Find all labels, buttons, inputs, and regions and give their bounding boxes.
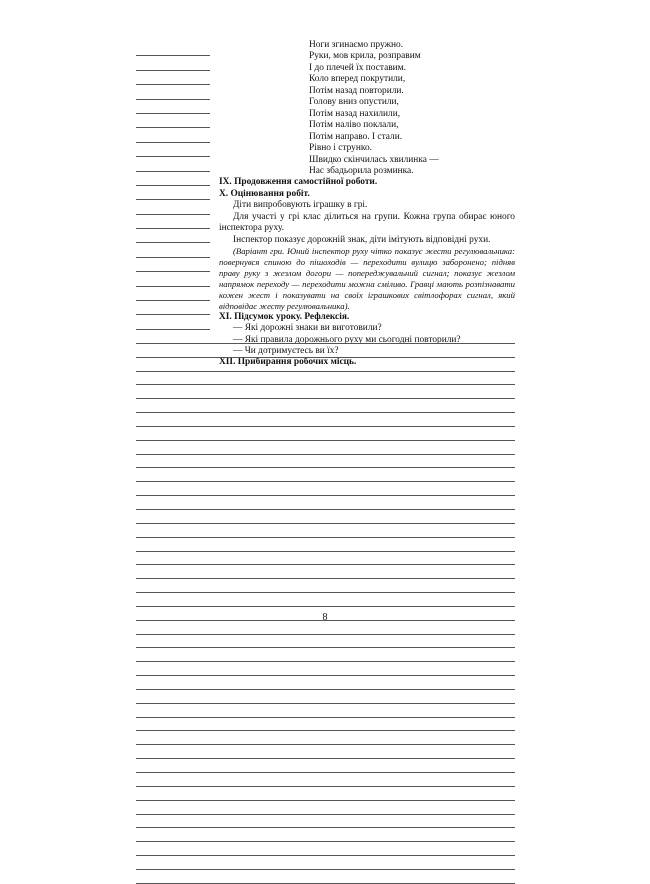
- note-line: [136, 413, 515, 427]
- note-line: [136, 427, 515, 441]
- note-line: [136, 344, 515, 358]
- note-line: [136, 358, 515, 372]
- note-line: [136, 455, 515, 469]
- note-line: [136, 301, 210, 315]
- note-line: [136, 745, 515, 759]
- poem-line: Рівно і струнко.: [309, 143, 372, 154]
- note-line: [136, 315, 210, 329]
- note-line: [136, 787, 515, 801]
- note-line: [136, 157, 210, 171]
- game-variant-note: (Варіант гри. Юний інспектор руху чітко показує жести регулювальника: повернувся спиною до пішоходів — переходити вулицю заборонено; підняв праву руку з жезлом догори — попереджувальний сигнал; показує жезлом напрямок переходу — переходити можна сміливо. Гравці мають розпізнавати кожен жест і показувати на своїх іграшкових світлофорах сигнал, який відповідає жесту регулювальника).: [219, 246, 515, 311]
- note-line: [136, 870, 515, 884]
- poem-line: Швидко скінчилась хвилинка —: [309, 154, 439, 165]
- page-number: 8: [322, 612, 328, 623]
- note-line: [136, 71, 210, 85]
- note-line: [136, 172, 210, 186]
- note-line: [136, 759, 515, 773]
- note-line: [136, 773, 515, 787]
- poem-line: Нас збадьорила розминка.: [309, 165, 414, 176]
- section-x-paragraph: Для участі у грі клас ділиться на групи. Кожна група обирає юного інспектора руху.: [219, 211, 515, 234]
- reflection-question: — Які правила дорожнього руху ми сьогодні повторили?: [233, 334, 461, 345]
- note-line: [136, 287, 210, 301]
- note-line: [136, 801, 515, 815]
- note-line: [136, 468, 515, 482]
- note-line: [136, 385, 515, 399]
- note-line: [136, 42, 210, 56]
- poem-line: І до плечей їх поставим.: [309, 62, 406, 73]
- note-line: [136, 579, 515, 593]
- note-line: [136, 441, 515, 455]
- note-line: [136, 828, 515, 842]
- note-line: [136, 243, 210, 257]
- note-line: [136, 635, 515, 649]
- section-xii-heading: XII. Прибирання робочих місць.: [219, 357, 357, 368]
- note-line: [136, 676, 515, 690]
- section-xi-heading: XI. Підсумок уроку. Рефлексія.: [219, 311, 350, 322]
- note-line: [136, 272, 210, 286]
- note-line: [136, 842, 515, 856]
- note-line: [136, 100, 210, 114]
- warmup-poem: [309, 40, 515, 177]
- note-line: [136, 229, 210, 243]
- note-line: [136, 143, 210, 157]
- note-line: [136, 186, 210, 200]
- note-line: [136, 704, 515, 718]
- note-line: [136, 662, 515, 676]
- lesson-text: [219, 40, 515, 369]
- poem-line: Голову вниз опустили,: [309, 97, 399, 108]
- note-line: [136, 552, 515, 566]
- note-line: [136, 648, 515, 662]
- section-ix-heading: IX. Продовження самостійної роботи.: [219, 177, 378, 188]
- poem-line: Потім наліво поклали,: [309, 120, 399, 131]
- poem-line: Потім направо. І стали.: [309, 131, 403, 142]
- poem-line: Ноги згинаємо пружно.: [309, 40, 404, 50]
- note-line: [136, 399, 515, 413]
- reflection-question: — Чи дотримуєтесь ви їх?: [233, 345, 339, 356]
- section-x-paragraph: Діти випробовують іграшку в грі.: [233, 200, 368, 211]
- section-x-paragraph: Інспектор показує дорожній знак, діти імітують відповідні рухи.: [233, 234, 491, 245]
- note-line: [136, 718, 515, 732]
- note-line: [136, 330, 515, 344]
- margin-note-lines: [136, 42, 210, 330]
- note-line: [136, 200, 210, 214]
- poem-line: Коло вперед покрутили,: [309, 74, 406, 85]
- poem-line: Руки, мов крила, розправим: [309, 51, 421, 62]
- note-line: [136, 372, 515, 386]
- note-line: [136, 856, 515, 870]
- note-line: [136, 496, 515, 510]
- note-line: [136, 510, 515, 524]
- note-line: [136, 128, 210, 142]
- note-line: [136, 565, 515, 579]
- note-line: [136, 85, 210, 99]
- note-line: [136, 731, 515, 745]
- note-line: [136, 538, 515, 552]
- note-line: [136, 258, 210, 272]
- poem-line: Потім назад нахилили,: [309, 108, 401, 119]
- note-line: [136, 524, 515, 538]
- reflection-question: — Які дорожні знаки ви виготовили?: [233, 323, 382, 334]
- note-line: [136, 593, 515, 607]
- note-line: [136, 56, 210, 70]
- notes-ruled-area: [136, 330, 515, 884]
- note-line: [136, 215, 210, 229]
- note-line: [136, 815, 515, 829]
- poem-line: Потім назад повторили.: [309, 85, 404, 96]
- note-line: [136, 482, 515, 496]
- note-line: [136, 114, 210, 128]
- note-line: [136, 690, 515, 704]
- section-x-heading: X. Оцінювання робіт.: [219, 188, 310, 199]
